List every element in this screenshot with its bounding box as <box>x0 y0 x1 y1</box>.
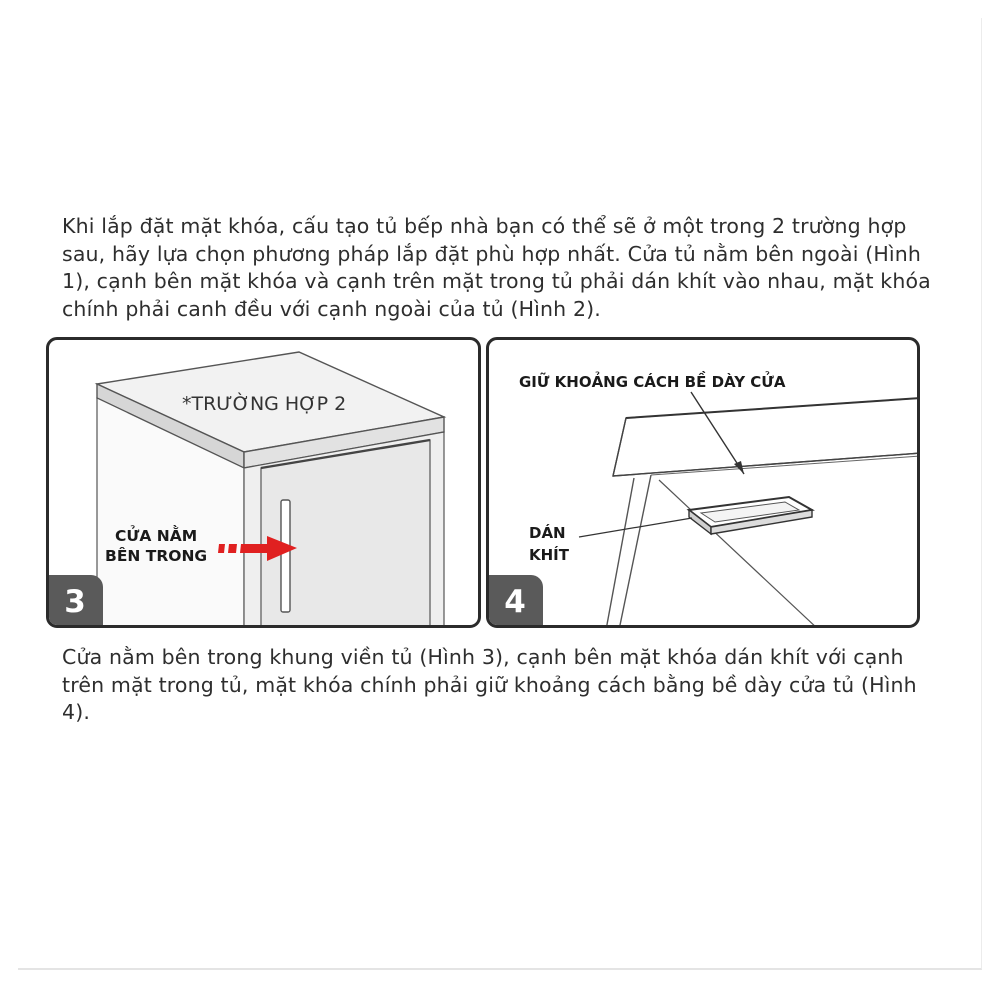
door-label-line2: BÊN TRONG <box>105 547 208 565</box>
cabinet-inside-door-illustration <box>49 340 478 625</box>
case-label: *TRƯỜNG HỢP 2 <box>182 393 347 415</box>
door-handle <box>281 500 290 612</box>
description-top: Khi lắp đặt mặt khóa, cấu tạo tủ bếp nhà bạn có thể sẽ ở một trong 2 trường hợp sau, hãy lựa chọn phương pháp lắp đặt phù hợp nhất. Cửa tủ nằm bên ngoài (Hình 1), cạnh bên mặt khóa và cạnh trên mặt trong tủ phải dán khít vào nhau, mặt khóa chính phải canh đều với cạnh ngoài của tủ (Hình 2). <box>62 214 931 321</box>
glue-label <box>529 522 569 566</box>
figure-number-badge: 3 <box>46 575 103 628</box>
glue-label-line1: DÁN <box>529 524 566 542</box>
glue-label-line2: KHÍT <box>529 546 569 564</box>
glue-leader-line <box>579 518 692 537</box>
description-bottom: Cửa nằm bên trong khung viền tủ (Hình 3), cạnh bên mặt khóa dán khít với cạnh trên mặt trong tủ, mặt khóa chính phải giữ khoảng cách bằng bề dày cửa tủ (Hình 4). <box>62 645 917 724</box>
figure-3-panel <box>46 337 481 628</box>
door-inside-label <box>105 526 207 566</box>
figure-4-panel <box>486 337 920 628</box>
figure-number-badge: 4 <box>486 575 543 628</box>
door-label-line1: CỬA NẰM <box>115 527 198 545</box>
gap-label: GIỮ KHOẢNG CÁCH BỀ DÀY CỬA <box>519 373 786 391</box>
